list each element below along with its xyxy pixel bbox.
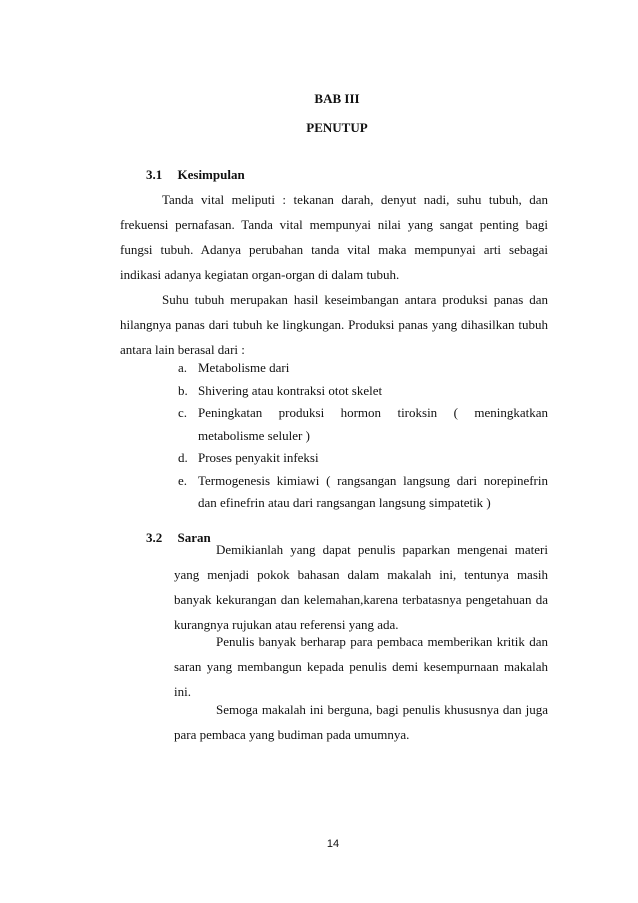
list-item: d. Proses penyakit infeksi xyxy=(178,450,319,465)
section-title: Kesimpulan xyxy=(177,167,245,182)
list-item: b. Shivering atau kontraksi otot skelet xyxy=(178,382,383,398)
list-item: e. Termogenesis kimiawi ( rangsangan langsung dari norepinefrin dan efinefrin atau dari rangsangan langsung simpatetik ) xyxy=(178,472,548,510)
page-number: 14 xyxy=(326,838,340,850)
section-title: Saran xyxy=(177,530,211,545)
kesimpulan-paragraph-2: Suhu tubuh merupakan hasil keseimbangan antara produksi panas dan hilangnya panas dari tubuh ke lingkungan. Produksi panas yang dihasilkan tubuh antara lain berasal dari : xyxy=(120,292,548,357)
saran-paragraph-3: Semoga makalah ini berguna, bagi penulis khususnya dan juga para pembaca yang budiman pada umumnya. xyxy=(174,702,548,742)
heat-production-list xyxy=(178,357,548,515)
section-number: 3.2 xyxy=(146,530,163,545)
list-item: c. Peningkatan produksi hormon tiroksin ( meningkatkan metabolisme seluler ) xyxy=(178,405,548,443)
saran-paragraph-1: Demikianlah yang dapat penulis paparkan mengenai materi yang menjadi pokok bahasan dalam makalah ini, tentunya masih banyak kekurangan dan kelemahan,karena terbatasnya pengetahuan da kurangnya rujukan atau referensi yang ada. xyxy=(174,542,548,632)
chapter-label: BAB III xyxy=(314,91,360,106)
kesimpulan-paragraph-1: Tanda vital meliputi : tekanan darah, denyut nadi, suhu tubuh, dan frekuensi pernafasan. Tanda vital mempunyai nilai yang sangat penting bagi fungsi tubuh. Adanya perubahan tanda vital maka mempunyai arti sebagai indikasi adanya kegiatan organ-organ di dalam tubuh. xyxy=(120,192,548,282)
chapter-title: PENUTUP xyxy=(306,120,368,135)
saran-paragraph-2: Penulis banyak berharap para pembaca memberikan kritik dan saran yang membangun kepada penulis demi kesempurnaan makalah ini. xyxy=(174,634,548,699)
section-heading-kesimpulan xyxy=(146,167,245,183)
list-item: a. Metabolisme dari xyxy=(178,360,290,375)
section-number: 3.1 xyxy=(146,167,163,182)
